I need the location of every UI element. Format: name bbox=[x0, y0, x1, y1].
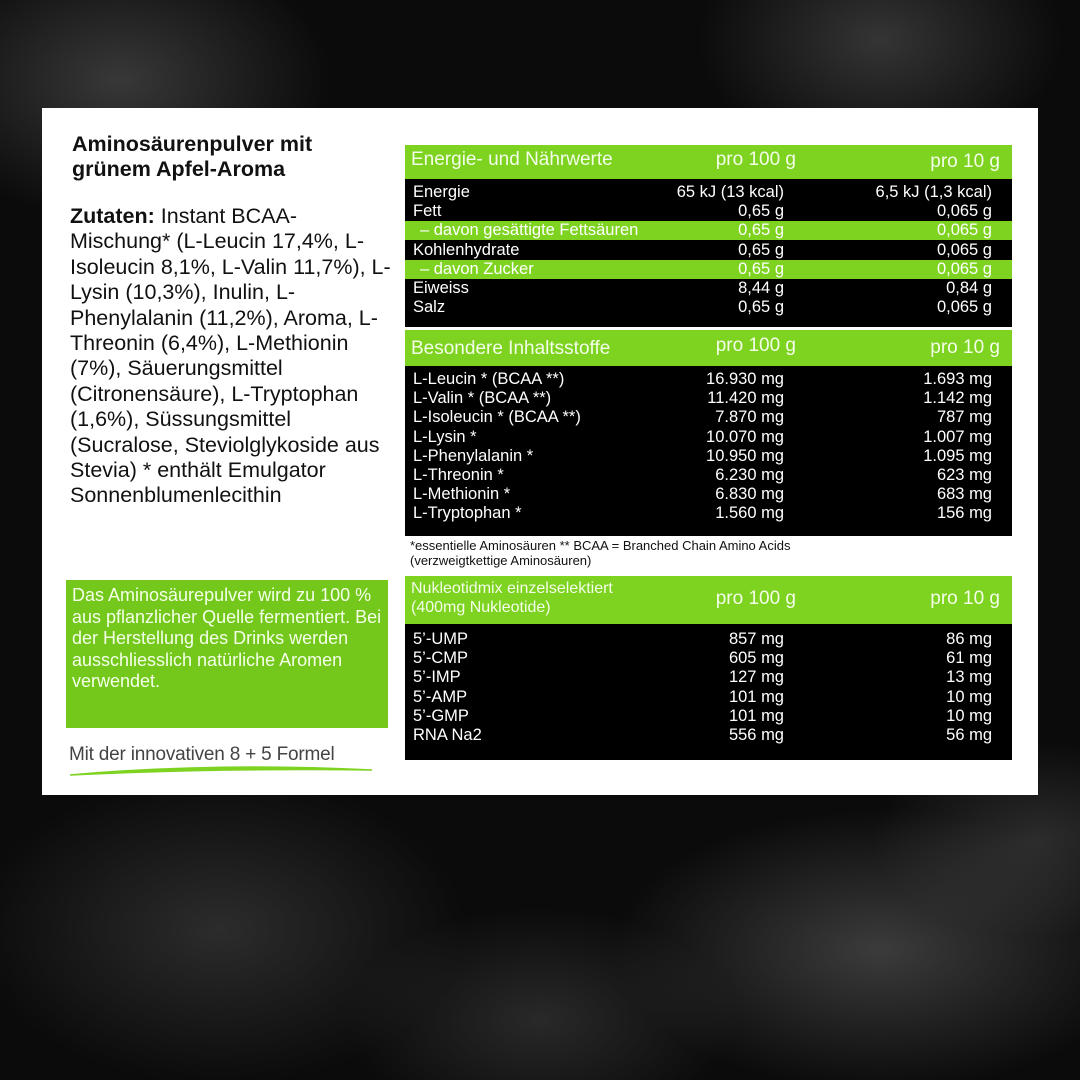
nucleotide-body bbox=[405, 624, 1012, 760]
row-name: L-Tryptophan * bbox=[413, 504, 522, 523]
row-name: Energie bbox=[413, 183, 470, 201]
row-value-10g: 787 mg bbox=[936, 408, 992, 427]
footnote-line2: (verzweigtkettige Aminosäuren) bbox=[410, 553, 592, 568]
row-name: L-Valin * (BCAA **) bbox=[413, 389, 552, 408]
row-name: L-Isoleucin * (BCAA **) bbox=[413, 408, 581, 427]
table-row bbox=[405, 279, 1012, 298]
row-value-10g: 0,065 g bbox=[936, 202, 992, 221]
row-name: – davon Zucker bbox=[420, 259, 534, 278]
row-name: L-Methionin * bbox=[413, 485, 511, 504]
row-value-10g: 0,065 g bbox=[936, 240, 992, 259]
row-value-100g: 0,65 g bbox=[738, 240, 784, 259]
row-value-10g: 86 mg bbox=[946, 630, 992, 648]
row-name: Kohlenhydrate bbox=[413, 240, 520, 259]
row-name: Eiweiss bbox=[413, 279, 469, 297]
row-value-100g: 7.870 mg bbox=[715, 408, 784, 427]
table-row bbox=[405, 649, 1012, 668]
row-name: Salz bbox=[413, 298, 446, 317]
row-value-100g: 0,65 g bbox=[738, 298, 784, 317]
table-row bbox=[405, 408, 1012, 427]
row-value-10g: 6,5 kJ (1,3 kcal) bbox=[875, 183, 992, 201]
row-value-100g: 1.560 mg bbox=[715, 504, 784, 523]
nutrition-body bbox=[405, 179, 1012, 327]
table-row bbox=[405, 260, 1012, 279]
row-value-100g: 127 mg bbox=[728, 668, 784, 687]
row-value-100g: 101 mg bbox=[728, 706, 784, 725]
row-value-10g: 1.095 mg bbox=[923, 446, 992, 465]
ingredients-list: Instant BCAA-Mischung* (L-Leucin 17,4%, L-Isoleucin 8,1%, L-Valin 11,7%), L-Lysin (10,3%), Inulin, L-Phenylalanin (11,2%), Aroma, L-Threonin (6,4%), L-Methionin (7%), Säuerungsmittel (Citronensäure), L-Tryptophan (1,6%), Süssungsmittel (Sucralose, Steviolglykoside aus Stevia) * enthält Emulgator Sonnenblumenlecithin bbox=[70, 204, 391, 508]
ingredients-text bbox=[70, 204, 392, 509]
row-value-10g: 0,84 g bbox=[946, 279, 992, 297]
table-row bbox=[405, 485, 1012, 504]
special-body bbox=[405, 366, 1012, 536]
row-value-100g: 0,65 g bbox=[738, 202, 784, 221]
nutrition-header-label: Energie- und Nährwerte bbox=[411, 149, 613, 170]
nucleotide-header-line1: Nukleotidmix einzelselektiert bbox=[411, 580, 613, 597]
nutrition-col1: pro 100 g bbox=[715, 149, 796, 170]
row-value-10g: 623 mg bbox=[936, 466, 992, 484]
special-col1: pro 100 g bbox=[715, 335, 796, 356]
table-row bbox=[405, 370, 1012, 389]
row-name: 5’-GMP bbox=[413, 706, 469, 725]
swoosh-underline bbox=[66, 764, 376, 778]
row-value-10g: 1.142 mg bbox=[923, 389, 992, 408]
row-value-10g: 0,065 g bbox=[936, 221, 992, 240]
row-name: L-Phenylalanin * bbox=[413, 446, 534, 465]
row-value-100g: 10.950 mg bbox=[706, 446, 784, 465]
row-name: RNA Na2 bbox=[413, 726, 482, 744]
row-name: 5’-UMP bbox=[413, 630, 469, 648]
table-row bbox=[405, 630, 1012, 649]
row-value-100g: 8,44 g bbox=[738, 279, 784, 297]
row-value-100g: 6.230 mg bbox=[715, 466, 784, 484]
row-value-100g: 605 mg bbox=[728, 649, 784, 668]
nutrition-table bbox=[405, 145, 1012, 327]
row-value-100g: 857 mg bbox=[728, 630, 784, 648]
row-name: 5’-CMP bbox=[413, 649, 469, 668]
row-name: – davon gesättigte Fettsäuren bbox=[420, 221, 639, 240]
nucleotide-col1: pro 100 g bbox=[715, 588, 796, 609]
row-value-10g: 13 mg bbox=[946, 668, 992, 687]
row-value-100g: 65 kJ (13 kcal) bbox=[676, 183, 784, 201]
table-row bbox=[405, 389, 1012, 408]
info-box: Das Aminosäurepulver wird zu 100 % aus pflanzlicher Quelle fermentiert. Bei der Herstellung des Drinks werden ausschliesslich natürliche Aromen verwendet. bbox=[66, 580, 388, 728]
table-row bbox=[405, 466, 1012, 485]
row-value-10g: 683 mg bbox=[936, 485, 992, 504]
nucleotide-header bbox=[405, 576, 1012, 624]
table-row bbox=[405, 447, 1012, 466]
row-name: L-Lysin * bbox=[413, 427, 477, 446]
nucleotide-header-line2: (400mg Nukleotide) bbox=[411, 599, 551, 616]
row-value-100g: 16.930 mg bbox=[706, 370, 784, 388]
nucleotide-col2: pro 10 g bbox=[930, 588, 1000, 609]
table-row bbox=[405, 428, 1012, 447]
table-row bbox=[405, 298, 1012, 317]
table-row bbox=[405, 688, 1012, 707]
product-title: Aminosäurenpulver mit grünem Apfel-Aroma bbox=[72, 132, 313, 181]
nucleotide-table bbox=[405, 576, 1012, 760]
table-row bbox=[405, 668, 1012, 687]
footnote-line1: *essentielle Aminosäuren ** BCAA = Branched Chain Amino Acids bbox=[410, 538, 791, 553]
table-row bbox=[405, 707, 1012, 726]
row-name: 5’-AMP bbox=[413, 687, 468, 706]
special-header bbox=[405, 330, 1012, 366]
row-name: 5’-IMP bbox=[413, 668, 461, 687]
nucleotide-header-label bbox=[411, 579, 613, 617]
row-value-100g: 0,65 g bbox=[738, 221, 784, 240]
row-value-100g: 10.070 mg bbox=[706, 427, 784, 446]
table-row bbox=[405, 202, 1012, 221]
row-value-10g: 1.007 mg bbox=[923, 427, 992, 446]
row-value-10g: 156 mg bbox=[936, 504, 992, 523]
row-value-100g: 0,65 g bbox=[738, 259, 784, 278]
special-col2: pro 10 g bbox=[930, 337, 1000, 358]
row-value-10g: 0,065 g bbox=[936, 259, 992, 278]
row-value-10g: 56 mg bbox=[946, 726, 992, 744]
row-value-100g: 556 mg bbox=[728, 726, 784, 744]
row-value-100g: 101 mg bbox=[728, 687, 784, 706]
table-row bbox=[405, 504, 1012, 523]
nutrition-header bbox=[405, 145, 1012, 179]
label-card bbox=[42, 108, 1038, 795]
row-value-100g: 11.420 mg bbox=[707, 389, 784, 408]
table-row bbox=[405, 221, 1012, 240]
formula-tagline: Mit der innovativen 8 + 5 Formel bbox=[69, 744, 335, 765]
special-header-label: Besondere Inhaltsstoffe bbox=[411, 338, 611, 359]
row-value-10g: 61 mg bbox=[946, 649, 992, 668]
nutrition-col2: pro 10 g bbox=[930, 151, 1000, 172]
row-value-100g: 6.830 mg bbox=[715, 485, 784, 504]
row-name: Fett bbox=[413, 202, 442, 221]
special-ingredients-table bbox=[405, 330, 1012, 536]
row-value-10g: 1.693 mg bbox=[923, 370, 992, 388]
row-value-10g: 10 mg bbox=[946, 687, 992, 706]
row-name: L-Leucin * (BCAA **) bbox=[413, 370, 565, 388]
row-name: L-Threonin * bbox=[413, 466, 504, 484]
table-row bbox=[405, 241, 1012, 260]
row-value-10g: 10 mg bbox=[946, 706, 992, 725]
row-value-10g: 0,065 g bbox=[936, 298, 992, 317]
table-row bbox=[405, 726, 1012, 745]
footnote bbox=[410, 538, 790, 568]
ingredients-label: Zutaten: bbox=[70, 204, 155, 228]
table-row bbox=[405, 183, 1012, 202]
